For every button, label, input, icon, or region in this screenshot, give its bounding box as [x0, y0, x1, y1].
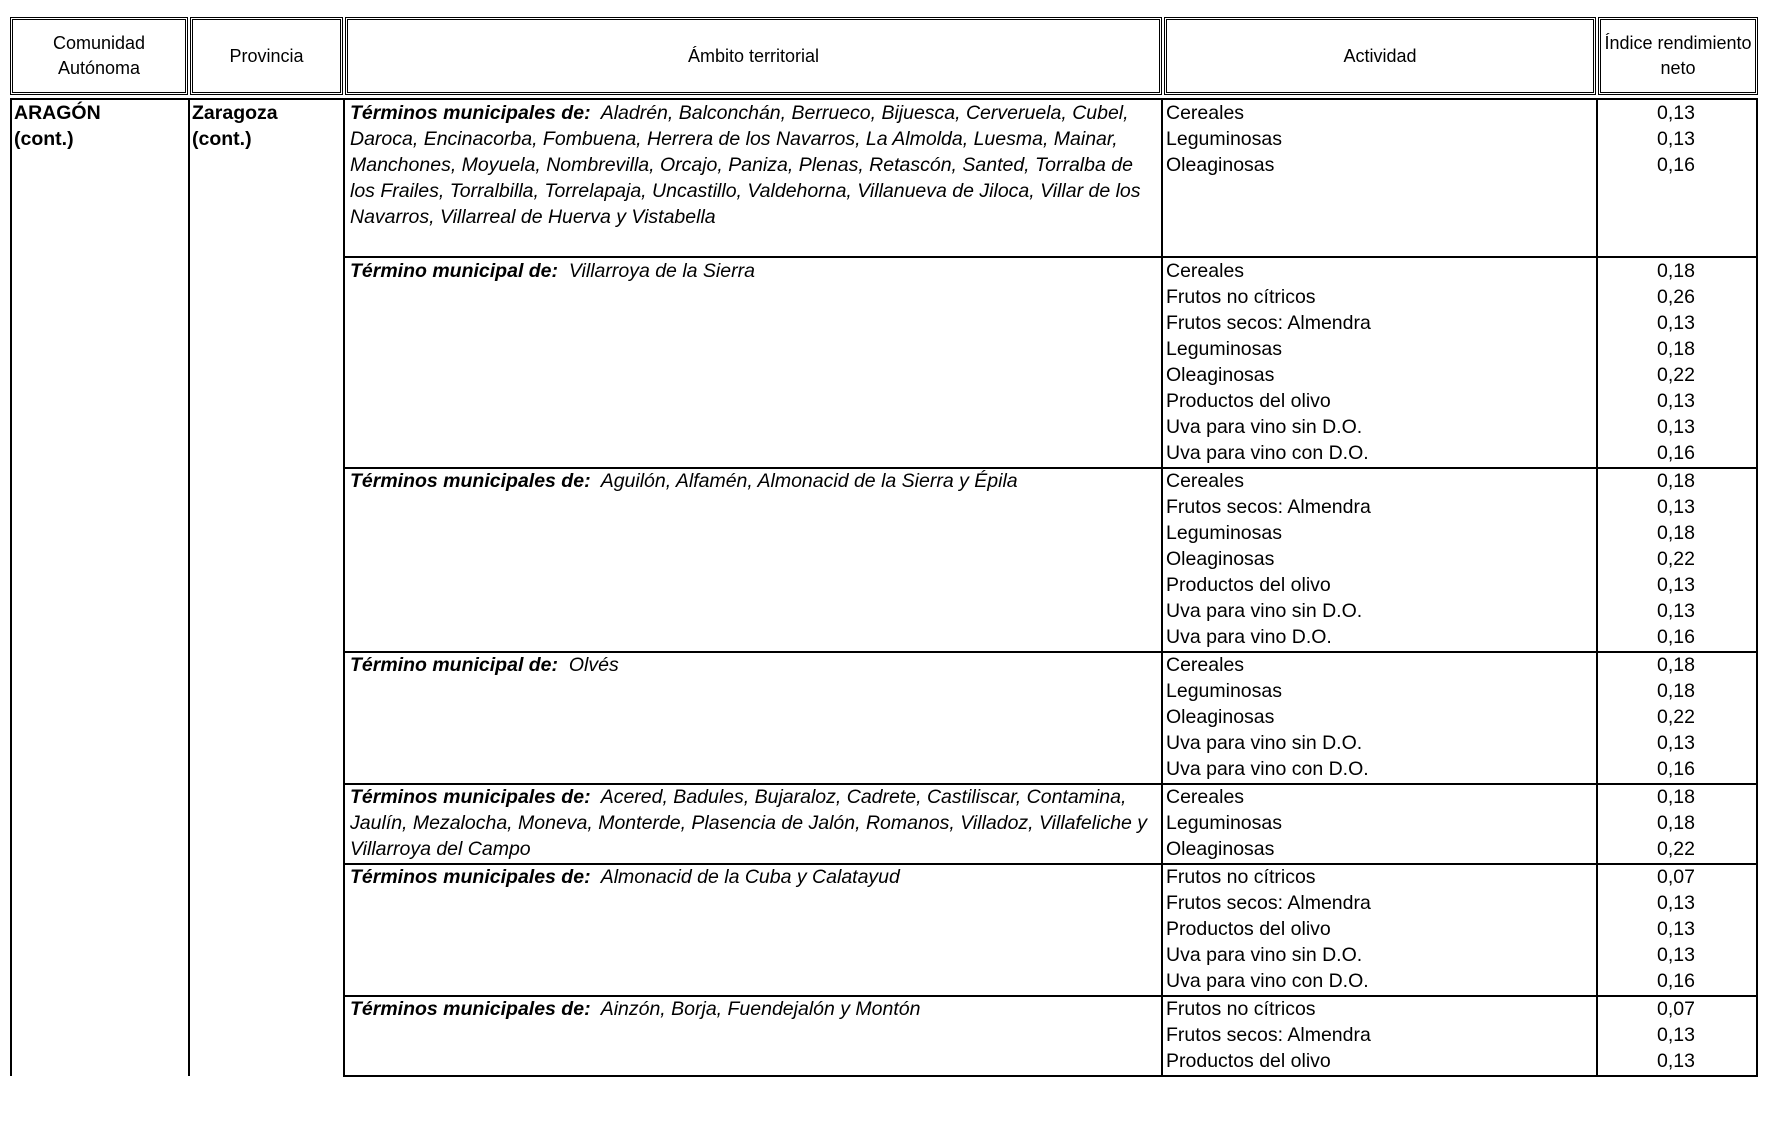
actividad-cell: Productos del olivo: [1166, 1050, 1331, 1072]
actividad-cell: Frutos secos: Almendra: [1166, 892, 1371, 914]
actividad-cell: Productos del olivo: [1166, 574, 1331, 596]
indice-cell: 0,13: [1657, 1024, 1695, 1046]
indice-cell: 0,22: [1657, 706, 1695, 728]
indice-cell: 0,16: [1657, 442, 1695, 464]
indice-cell: 0,13: [1657, 732, 1695, 754]
ambito-places: Villarroya de la Sierra: [568, 260, 755, 282]
ambito-label: Términos municipales de:: [350, 470, 591, 492]
actividad-cell: Cereales: [1166, 470, 1245, 492]
indice-cell: 0,13: [1657, 390, 1695, 412]
ambito-places: Acered, Badules, Bujaraloz, Cadrete, Castiliscar, Contamina, Jaulín, Mezalocha, Moneva, Monterde, Plasencia de Jalón, Romanos, Villadoz, Villafeliche y Villarroya del Campo: [350, 786, 1148, 860]
header-provincia: [190, 17, 343, 95]
indice-cell: 0,18: [1657, 470, 1695, 492]
provincia-name: Zaragoza: [192, 102, 278, 124]
rule-left: [10, 98, 12, 1076]
ambito-places: Olvés: [568, 654, 619, 676]
indice-cell: 0,22: [1657, 548, 1695, 570]
indice-cell: 0,18: [1657, 812, 1695, 834]
indice-cell: 0,13: [1657, 1050, 1695, 1072]
actividad-cell: Uva para vino D.O.: [1166, 626, 1332, 648]
ambito-label: Término municipal de:: [350, 260, 559, 282]
ambito-label: Términos municipales de:: [350, 866, 591, 888]
header-provincia-label: Provincia: [229, 45, 304, 66]
indice-cell: 0,13: [1657, 416, 1695, 438]
actividad-cell: Frutos no cítricos: [1166, 998, 1316, 1020]
ambito-label: Término municipal de:: [350, 654, 559, 676]
indice-cell: 0,13: [1657, 312, 1695, 334]
indice-cell: 0,18: [1657, 260, 1695, 282]
actividad-cell: Leguminosas: [1166, 128, 1282, 150]
actividad-cell: Productos del olivo: [1166, 918, 1331, 940]
header-actividad: [1164, 17, 1596, 95]
header-ambito: [345, 17, 1162, 95]
indice-cell: 0,18: [1657, 786, 1695, 808]
indice-cell: 0,22: [1657, 838, 1695, 860]
actividad-cell: Leguminosas: [1166, 680, 1282, 702]
ambito-cell: [350, 652, 1155, 678]
provincia-cont: (cont.): [192, 128, 252, 150]
indice-cell: 0,16: [1657, 626, 1695, 648]
indice-cell: 0,07: [1657, 998, 1695, 1020]
actividad-cell: Uva para vino con D.O.: [1166, 442, 1369, 464]
indice-cell: 0,13: [1657, 892, 1695, 914]
actividad-cell: Oleaginosas: [1166, 706, 1275, 728]
indice-cell: 0,16: [1657, 758, 1695, 780]
actividad-cell: Oleaginosas: [1166, 548, 1275, 570]
header-indice-label: Índice rendimiento neto: [1604, 33, 1752, 78]
ambito-places: Almonacid de la Cuba y Calatayud: [600, 866, 900, 888]
header-ambito-label: Ámbito territorial: [687, 45, 820, 66]
actividad-cell: Cereales: [1166, 102, 1245, 124]
actividad-cell: Oleaginosas: [1166, 154, 1275, 176]
header-indice: [1598, 17, 1758, 95]
indice-cell: 0,13: [1657, 574, 1695, 596]
header-actividad-label: Actividad: [1343, 45, 1417, 66]
ambito-cell: [350, 784, 1155, 862]
ambito-cell: [350, 258, 1155, 284]
ambito-cell: [350, 100, 1155, 230]
rule-right: [1756, 98, 1758, 1076]
indice-cell: 0,18: [1657, 338, 1695, 360]
actividad-cell: Cereales: [1166, 786, 1245, 808]
header-comunidad-label: Comunidad Autónoma: [52, 33, 146, 78]
indice-cell: 0,07: [1657, 866, 1695, 888]
actividad-cell: Cereales: [1166, 260, 1245, 282]
ambito-cell: [350, 468, 1155, 494]
actividad-cell: Frutos no cítricos: [1166, 866, 1316, 888]
ambito-cell: [350, 996, 1155, 1022]
indice-cell: 0,13: [1657, 128, 1695, 150]
rule-actividad: [1161, 98, 1163, 1076]
rule-ambito: [343, 98, 345, 1076]
actividad-cell: Frutos secos: Almendra: [1166, 312, 1371, 334]
indice-cell: 0,16: [1657, 970, 1695, 992]
ambito-label: Términos municipales de:: [350, 102, 591, 124]
actividad-cell: Uva para vino sin D.O.: [1166, 732, 1363, 754]
actividad-cell: Cereales: [1166, 654, 1245, 676]
ambito-places: Aladrén, Balconchán, Berrueco, Bijuesca, Cerveruela, Cubel, Daroca, Encinacorba, Fombuena, Herrera de los Navarros, La Almolda, Luesma, Mainar, Manchones, Moyuela, Nombrevilla, Orcajo, Paniza, Plenas, Retascón, Santed, Torralba de los Frailes, Torralbilla, Torrelapaja, Uncastillo, Valdehorna, Villanueva de Jiloca, Villar de los Navarros, Villarreal de Huerva y Vistabella: [350, 102, 1141, 228]
actividad-cell: Uva para vino sin D.O.: [1166, 944, 1363, 966]
actividad-cell: Uva para vino sin D.O.: [1166, 600, 1363, 622]
actividad-cell: Leguminosas: [1166, 522, 1282, 544]
actividad-cell: Oleaginosas: [1166, 838, 1275, 860]
indice-cell: 0,13: [1657, 918, 1695, 940]
actividad-cell: Uva para vino con D.O.: [1166, 970, 1369, 992]
indice-cell: 0,18: [1657, 680, 1695, 702]
comunidad-cont: (cont.): [14, 128, 74, 150]
actividad-cell: Uva para vino con D.O.: [1166, 758, 1369, 780]
indice-cell: 0,13: [1657, 496, 1695, 518]
indice-cell: 0,22: [1657, 364, 1695, 386]
ambito-places: Ainzón, Borja, Fuendejalón y Montón: [600, 998, 921, 1020]
indice-cell: 0,18: [1657, 522, 1695, 544]
ambito-places: Aguilón, Alfamén, Almonacid de la Sierra y Épila: [600, 470, 1018, 492]
actividad-cell: Leguminosas: [1166, 812, 1282, 834]
actividad-cell: Frutos secos: Almendra: [1166, 1024, 1371, 1046]
ambito-label: Términos municipales de:: [350, 998, 591, 1020]
rule-bottom: [343, 1075, 1758, 1077]
header-comunidad: [10, 17, 188, 95]
actividad-cell: Productos del olivo: [1166, 390, 1331, 412]
indice-cell: 0,16: [1657, 154, 1695, 176]
ambito-label: Términos municipales de:: [350, 786, 591, 808]
indice-cell: 0,26: [1657, 286, 1695, 308]
actividad-cell: Leguminosas: [1166, 338, 1282, 360]
ambito-cell: [350, 864, 1155, 890]
actividad-cell: Frutos secos: Almendra: [1166, 496, 1371, 518]
indice-cell: 0,13: [1657, 600, 1695, 622]
comunidad-name: ARAGÓN: [14, 102, 101, 124]
indice-cell: 0,13: [1657, 944, 1695, 966]
indice-cell: 0,18: [1657, 654, 1695, 676]
actividad-cell: Oleaginosas: [1166, 364, 1275, 386]
rule-provincia: [188, 98, 190, 1076]
actividad-cell: Frutos no cítricos: [1166, 286, 1316, 308]
actividad-cell: Uva para vino sin D.O.: [1166, 416, 1363, 438]
indice-cell: 0,13: [1657, 102, 1695, 124]
